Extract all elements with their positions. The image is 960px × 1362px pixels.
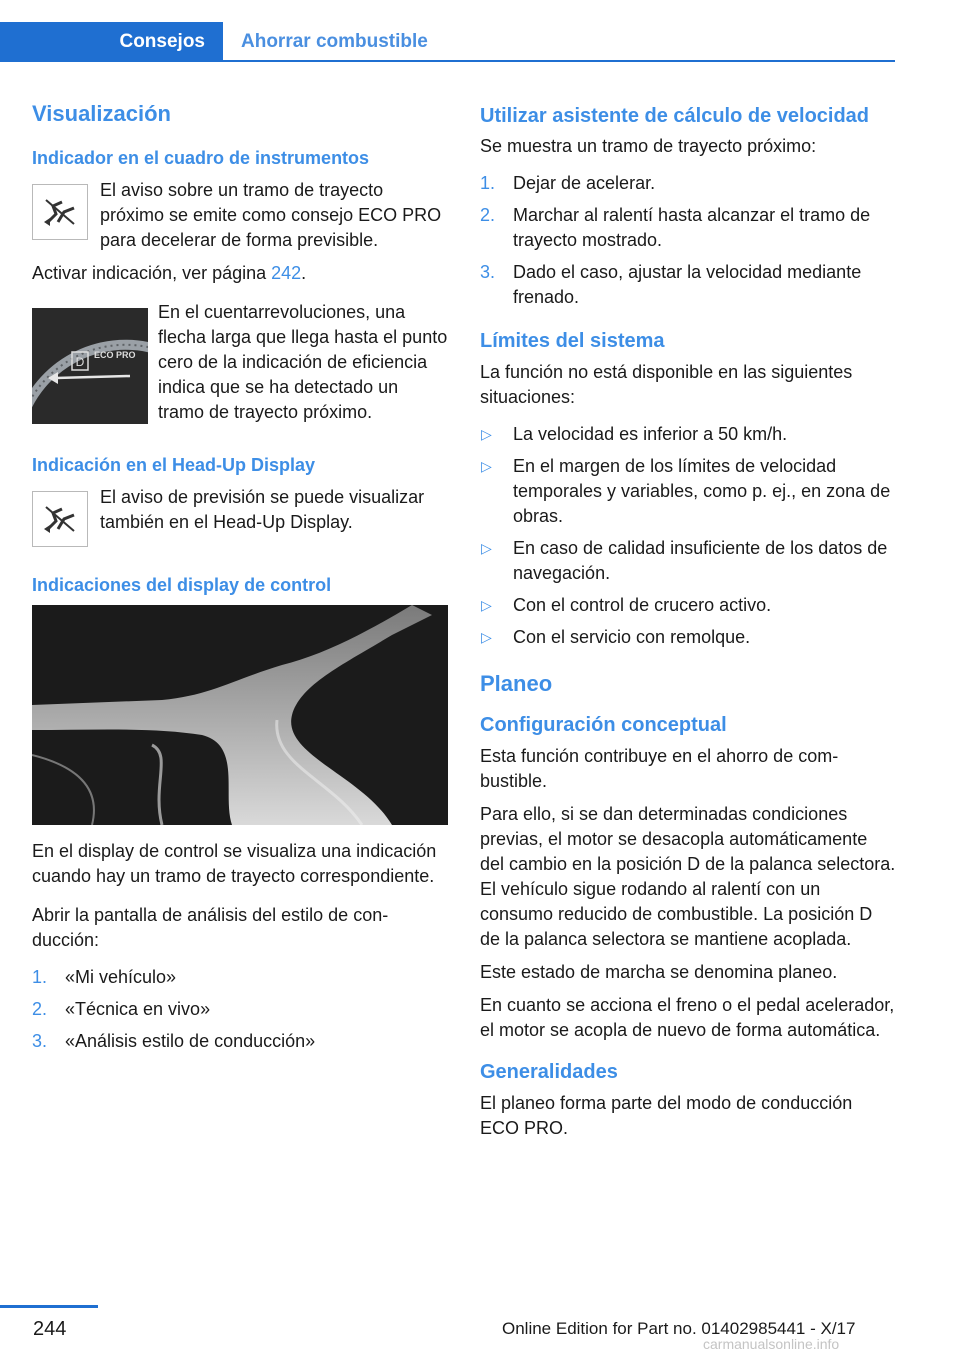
steps-list-right <box>480 171 896 310</box>
subsection-title-generalidades: Generalidades <box>480 1061 618 1083</box>
paragraph-limites: La función no está disponible en las siguientes situaciones: <box>480 362 853 407</box>
road-curve-warning-icon-hud <box>32 491 88 547</box>
list-item: 1. «Mi vehículo» <box>32 967 177 987</box>
right-column <box>480 104 896 1149</box>
paragraph-aviso: El aviso sobre un tramo de trayecto próximo se emite como consejo ECO PRO para decelerar de forma previsible. <box>100 180 442 250</box>
paragraph-estado: Este estado de marcha se denomina planeo. <box>480 962 838 982</box>
section-title-visualizacion: Visualización <box>32 101 171 126</box>
cluster-mode-label: ECO PRO <box>94 350 136 360</box>
tab-consejos[interactable]: Consejos <box>0 22 223 62</box>
subsection-title-display-control: Indicaciones del display de control <box>32 575 332 595</box>
paragraph-tramo: Se muestra un tramo de trayecto próximo: <box>480 136 817 156</box>
text-period: . <box>301 263 307 283</box>
paragraph-freno: En cuanto se acciona el freno o el pedal acelerador, el motor se acopla de nuevo de forma automática. <box>480 995 895 1040</box>
paragraph-desacopla: Para ello, si se dan determinadas condiciones previas, el motor se desacopla automáticamente del cambio en la posición D de la palanca selectora. El vehículo sigue rodando al ralentí con un consumo reducido de combustible. La posición D de la palanca selectora se mantiene acoplada. <box>480 804 896 949</box>
triangle-bullet-icon: ▷ <box>481 458 492 474</box>
list-item: 2. «Técnica en vivo» <box>32 999 211 1019</box>
triangle-bullet-icon: ▷ <box>481 426 492 442</box>
footer-rule <box>0 1305 98 1308</box>
subsection-title-head-up: Indicación en el Head-Up Display <box>32 455 316 475</box>
list-item: ▷ La velocidad es inferior a 50 km/h. <box>480 422 896 447</box>
cluster-gear-label: D <box>75 355 85 369</box>
subsection-title-asistente: Utilizar asistente de cálculo de velocidad <box>480 105 870 127</box>
text-activar: Activar indicación, ver página <box>32 263 272 283</box>
subsection-title-limites: Límites del sistema <box>480 330 665 352</box>
limits-bullet-list <box>480 422 896 650</box>
paragraph-cuentarrevoluciones: En el cuentarrevoluciones, una flecha larga que llega hasta el punto cero de la indicación de eficiencia indica que se ha detectado un tramo de trayecto próximo. <box>158 302 448 422</box>
paragraph-generalidades: El planeo forma parte del modo de conducción ECO PRO. <box>480 1093 853 1138</box>
list-item: ▷ Con el servicio con remolque. <box>480 625 896 650</box>
steps-list-left <box>32 965 448 1054</box>
control-display-road-graphic <box>32 605 448 825</box>
triangle-bullet-icon: ▷ <box>481 629 492 645</box>
page-link-242[interactable]: 242 <box>271 263 302 283</box>
left-column <box>32 100 448 1064</box>
road-curve-warning-icon <box>32 184 88 240</box>
subsection-title-cuadro-instrumentos: Indicador en el cuadro de instrumentos <box>32 148 370 168</box>
paragraph-activar-indicacion <box>32 261 448 286</box>
triangle-bullet-icon: ▷ <box>481 540 492 556</box>
section-title-planeo: Planeo <box>480 671 553 696</box>
list-item: ▷ En el margen de los límites de velocidad temporales y variables, como p. ej., en zona de obras. <box>481 456 891 526</box>
list-item: 3. «Análisis estilo de conducción» <box>32 1031 316 1051</box>
instrument-cluster-photo <box>32 308 148 424</box>
list-item: ▷ Con el control de crucero activo. <box>480 593 896 618</box>
tab-ahorrar-combustible[interactable]: Ahorrar combustible <box>241 31 428 52</box>
list-item: 3. Dado el caso, ajustar la velocidad mediante frenado. <box>480 262 862 307</box>
triangle-bullet-icon: ▷ <box>481 597 492 613</box>
list-item: 2. Marchar al ralentí hasta alcanzar el tramo de trayecto mostrado. <box>480 205 871 250</box>
page-number: 244 <box>33 1318 67 1340</box>
edition-text: Online Edition for Part no. 01402985441 - X/17 <box>502 1319 856 1338</box>
paragraph-abrir-pantalla: Abrir la pantalla de análisis del estilo de conducción: <box>32 905 389 950</box>
list-item: ▷ En caso de calidad insuficiente de los datos de navegación. <box>481 538 888 583</box>
header-rule <box>0 60 895 62</box>
paragraph-ahorro: Esta función contribuye en el ahorro de combustible. <box>480 746 839 791</box>
watermark-text: carmanualsonline.info <box>703 1336 840 1352</box>
paragraph-display-control: En el display de control se visualiza una indicación cuando hay un tramo de trayecto correspondiente. <box>32 841 437 886</box>
chapter-tabbar <box>0 22 895 62</box>
list-item: 1. Dejar de acelerar. <box>480 173 656 193</box>
subsection-title-configuracion: Configuración conceptual <box>480 714 727 736</box>
paragraph-head-up: El aviso de previsión se puede visualizar también en el Head-Up Display. <box>100 487 425 532</box>
